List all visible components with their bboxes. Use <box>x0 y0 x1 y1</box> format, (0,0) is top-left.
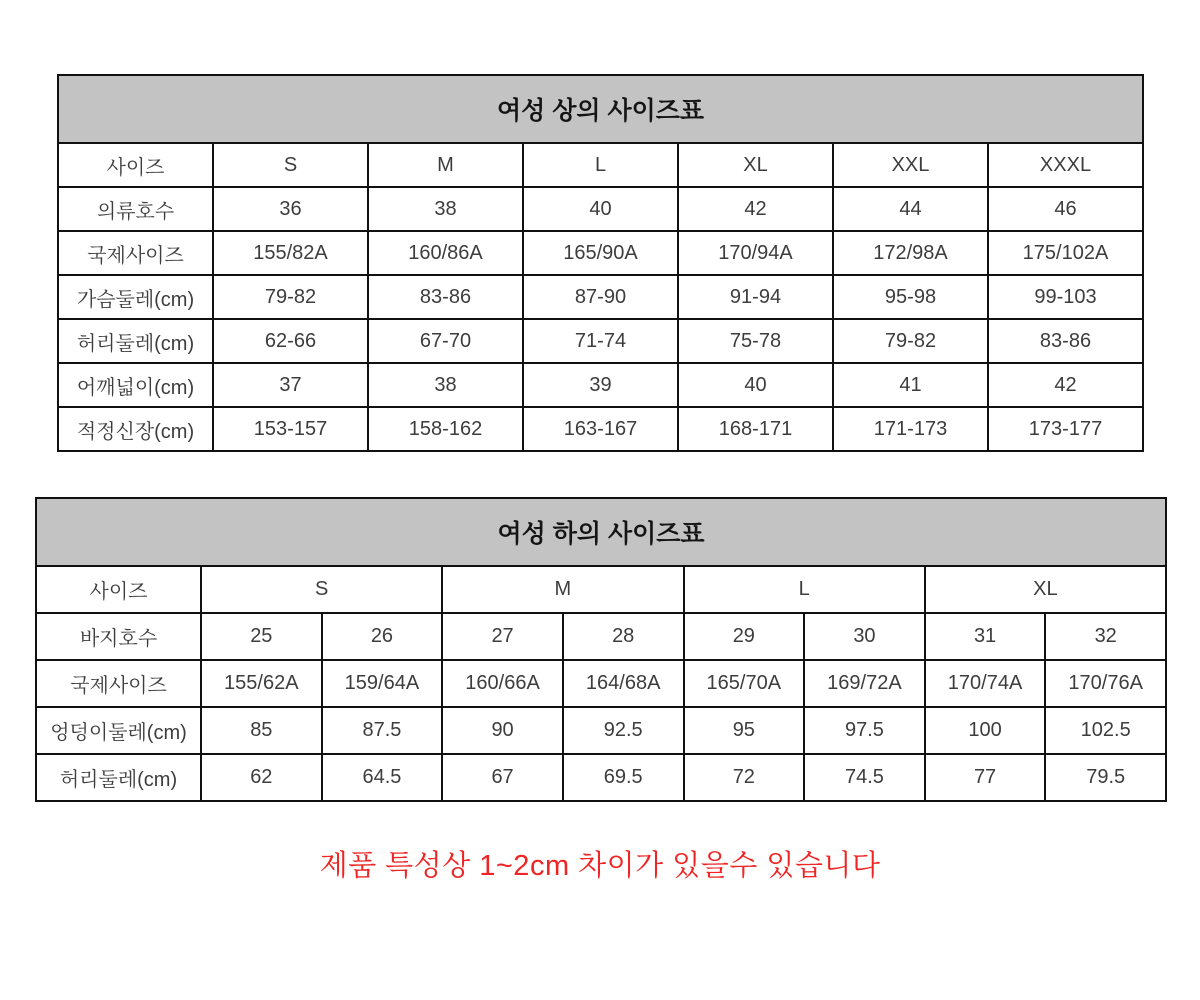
data-cell: 155/62A <box>201 660 322 707</box>
data-cell: XL <box>678 143 833 187</box>
data-cell: 165/90A <box>523 231 678 275</box>
tolerance-note: 제품 특성상 1~2cm 차이가 있을수 있습니다 <box>319 850 881 882</box>
data-cell: 165/70A <box>684 660 805 707</box>
row-label-cell: 의류호수 <box>58 187 213 231</box>
data-cell: 91-94 <box>678 275 833 319</box>
data-cell: 40 <box>678 363 833 407</box>
row-label-cell: 바지호수 <box>36 613 201 660</box>
data-cell: 69.5 <box>563 754 684 801</box>
row-label-cell: 허리둘레(cm) <box>58 319 213 363</box>
data-cell: 90 <box>442 707 563 754</box>
data-cell: 95 <box>684 707 805 754</box>
data-cell: 26 <box>322 613 443 660</box>
womens-bottom-row-3 <box>36 707 1166 754</box>
data-cell: 75-78 <box>678 319 833 363</box>
data-cell: 67-70 <box>368 319 523 363</box>
data-cell: 87-90 <box>523 275 678 319</box>
data-cell: XXXL <box>988 143 1143 187</box>
data-cell: 164/68A <box>563 660 684 707</box>
data-cell: 36 <box>213 187 368 231</box>
data-cell: 102.5 <box>1045 707 1166 754</box>
data-cell: 31 <box>925 613 1046 660</box>
row-label-cell: 어깨넓이(cm) <box>58 363 213 407</box>
womens-bottom-table-title: 여성 하의 사이즈표 <box>36 498 1166 566</box>
data-cell: 170/74A <box>925 660 1046 707</box>
data-cell: 29 <box>684 613 805 660</box>
data-cell: 159/64A <box>322 660 443 707</box>
data-cell: 32 <box>1045 613 1166 660</box>
data-cell: 97.5 <box>804 707 925 754</box>
data-cell: 44 <box>833 187 988 231</box>
data-cell: XXL <box>833 143 988 187</box>
womens-bottom-row-0 <box>36 566 1166 613</box>
data-cell: 170/76A <box>1045 660 1166 707</box>
data-cell: 163-167 <box>523 407 678 451</box>
data-cell: 30 <box>804 613 925 660</box>
data-cell: 79.5 <box>1045 754 1166 801</box>
data-cell: 95-98 <box>833 275 988 319</box>
data-cell: S <box>213 143 368 187</box>
womens-bottom-size-table <box>35 497 1167 802</box>
data-cell: 79-82 <box>213 275 368 319</box>
data-cell: 158-162 <box>368 407 523 451</box>
data-cell: 175/102A <box>988 231 1143 275</box>
data-cell: 40 <box>523 187 678 231</box>
data-cell: 100 <box>925 707 1046 754</box>
data-cell: 41 <box>833 363 988 407</box>
data-cell: 160/66A <box>442 660 563 707</box>
womens-bottom-row-4 <box>36 754 1166 801</box>
row-label-cell: 적정신장(cm) <box>58 407 213 451</box>
data-cell: 37 <box>213 363 368 407</box>
womens-bottom-row-2 <box>36 660 1166 707</box>
data-cell: 38 <box>368 187 523 231</box>
data-cell: 170/94A <box>678 231 833 275</box>
data-cell: 83-86 <box>368 275 523 319</box>
row-label-cell: 국제사이즈 <box>58 231 213 275</box>
womens-top-table-title: 여성 상의 사이즈표 <box>58 75 1143 143</box>
data-cell: 74.5 <box>804 754 925 801</box>
row-label-cell: 사이즈 <box>36 566 201 613</box>
data-cell: 87.5 <box>322 707 443 754</box>
data-cell: 171-173 <box>833 407 988 451</box>
womens-top-size-table-body <box>58 75 1143 451</box>
data-cell: 64.5 <box>322 754 443 801</box>
data-cell: 77 <box>925 754 1046 801</box>
data-cell: 155/82A <box>213 231 368 275</box>
womens-top-row-3 <box>58 275 1143 319</box>
womens-top-row-0 <box>58 143 1143 187</box>
data-cell: 92.5 <box>563 707 684 754</box>
womens-bottom-size-table-body <box>36 498 1166 801</box>
data-cell: 160/86A <box>368 231 523 275</box>
data-cell: 42 <box>988 363 1143 407</box>
womens-top-size-table <box>57 74 1144 452</box>
size-group-cell: L <box>684 566 925 613</box>
data-cell: 62-66 <box>213 319 368 363</box>
data-cell: 42 <box>678 187 833 231</box>
size-group-cell: M <box>442 566 683 613</box>
data-cell: 172/98A <box>833 231 988 275</box>
data-cell: 28 <box>563 613 684 660</box>
data-cell: 83-86 <box>988 319 1143 363</box>
row-label-cell: 가슴둘레(cm) <box>58 275 213 319</box>
size-group-cell: S <box>201 566 442 613</box>
data-cell: 72 <box>684 754 805 801</box>
data-cell: 39 <box>523 363 678 407</box>
data-cell: 153-157 <box>213 407 368 451</box>
row-label-cell: 사이즈 <box>58 143 213 187</box>
womens-top-row-6 <box>58 407 1143 451</box>
womens-top-row-4 <box>58 319 1143 363</box>
womens-bottom-title-row <box>36 498 1166 566</box>
data-cell: 71-74 <box>523 319 678 363</box>
data-cell: 67 <box>442 754 563 801</box>
data-cell: M <box>368 143 523 187</box>
data-cell: L <box>523 143 678 187</box>
data-cell: 62 <box>201 754 322 801</box>
womens-top-row-2 <box>58 231 1143 275</box>
womens-top-title-row <box>58 75 1143 143</box>
data-cell: 85 <box>201 707 322 754</box>
data-cell: 27 <box>442 613 563 660</box>
womens-top-row-1 <box>58 187 1143 231</box>
data-cell: 173-177 <box>988 407 1143 451</box>
row-label-cell: 허리둘레(cm) <box>36 754 201 801</box>
row-label-cell: 국제사이즈 <box>36 660 201 707</box>
data-cell: 168-171 <box>678 407 833 451</box>
data-cell: 169/72A <box>804 660 925 707</box>
row-label-cell: 엉덩이둘레(cm) <box>36 707 201 754</box>
womens-bottom-row-1 <box>36 613 1166 660</box>
data-cell: 25 <box>201 613 322 660</box>
womens-top-row-5 <box>58 363 1143 407</box>
data-cell: 38 <box>368 363 523 407</box>
data-cell: 79-82 <box>833 319 988 363</box>
data-cell: 99-103 <box>988 275 1143 319</box>
size-group-cell: XL <box>925 566 1166 613</box>
data-cell: 46 <box>988 187 1143 231</box>
